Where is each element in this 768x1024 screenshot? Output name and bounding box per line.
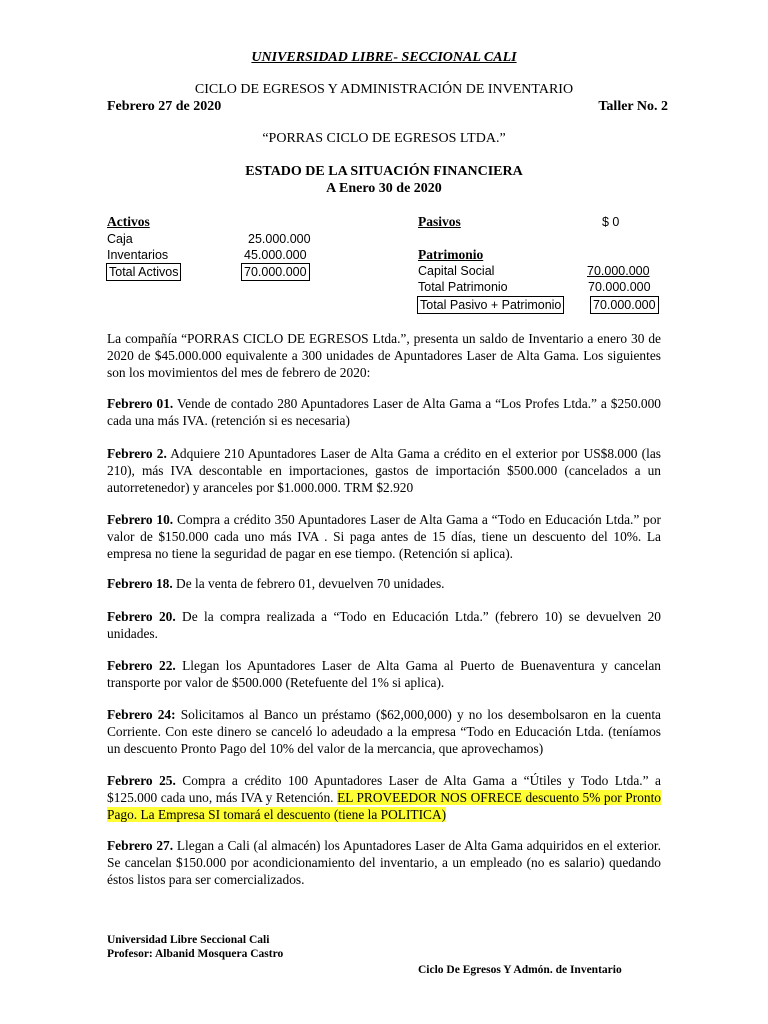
entry-text: Adquiere 210 Apuntadores Laser de Alta Gama a crédito en el exterior por US$8.000 (las 210), más IVA descontable en importaciones, gastos de importación $500.000 (cancelados a un autorretenedor) y aranceles por $1.000.000. TRM $2.920: [107, 446, 661, 495]
equity-value: 70.000.000: [588, 280, 651, 294]
entry-label: Febrero 25.: [107, 773, 176, 788]
asset-label: Inventarios: [107, 248, 169, 262]
entry-label: Febrero 01.: [107, 396, 174, 411]
equity-label: Total Patrimonio: [418, 280, 508, 294]
entry-paragraph: [107, 706, 661, 757]
entry-text: De la venta de febrero 01, devuelven 70 unidades.: [172, 576, 445, 591]
entry-text: Llegan a Cali (al almacén) los Apuntadores Laser de Alta Gama adquiridos en el exterior. Se cancelan $150.000 por acondicionamiento del inventario, a un empleado (no es salario) quedando éstos listos para ser comercializados.: [107, 838, 661, 887]
asset-value: 45.000.000: [244, 248, 307, 262]
statement-date: A Enero 30 de 2020: [326, 181, 442, 196]
entry-text: Solicitamos al Banco un préstamo ($62,000,000) y no los desembolsaron en la cuenta Corriente. Con este dinero se canceló lo adeudado a la empresa “Todo en Educación Ltda. (teníamos un descuento Pronto Pago del 10% del valor de la mercancia, que aprovechamos): [107, 707, 661, 756]
company-name: “PORRAS CICLO DE EGRESOS LTDA.”: [262, 131, 506, 146]
liabilities-heading: Pasivos: [418, 214, 461, 229]
equity-heading: Patrimonio: [418, 247, 484, 262]
total-liab-equity-value: 70.000.000: [590, 296, 659, 314]
workshop-number: Taller No. 2: [598, 99, 668, 114]
entry-paragraph: [107, 837, 661, 888]
entry-paragraph: [107, 445, 661, 496]
total-assets-label: Total Activos: [106, 263, 181, 281]
liabilities-value: $ 0: [602, 215, 620, 229]
entry-label: Febrero 27.: [107, 838, 174, 853]
asset-label: Caja: [107, 232, 133, 246]
total-liab-equity-label: Total Pasivo + Patrimonio: [417, 296, 564, 314]
entry-text: Compra a crédito 350 Apuntadores Laser de Alta Gama a “Todo en Educación Ltda.” por valor de $150.000 cada uno más IVA . Si paga antes de 15 días, tiene un descuento del 10%. La empresa no tiene la seguridad de pagar en ese tiempo. (Retención si aplica).: [107, 512, 661, 561]
course-title: CICLO DE EGRESOS Y ADMINISTRACIÓN DE INVENTARIO: [194, 82, 574, 97]
university-title: UNIVERSIDAD LIBRE- SECCIONAL CALI: [251, 50, 517, 65]
document-date: Febrero 27 de 2020: [107, 99, 222, 114]
footer-university: Universidad Libre Seccional Cali: [107, 934, 270, 946]
equity-label: Capital Social: [418, 264, 495, 278]
entry-paragraph: [107, 395, 661, 429]
entry-label: Febrero 10.: [107, 512, 174, 527]
asset-value: 25.000.000: [248, 232, 311, 246]
entry-label: Febrero 18.: [107, 576, 173, 591]
entry-label: Febrero 2.: [107, 446, 167, 461]
entry-label: Febrero 24:: [107, 707, 176, 722]
entry-text: Vende de contado 280 Apuntadores Laser de Alta Gama a “Los Profes Ltda.” a $250.000 cada una más IVA. (retención si es necesaria): [107, 396, 661, 428]
assets-heading: Activos: [107, 214, 150, 229]
equity-value: 70.000.000: [587, 264, 650, 278]
entry-paragraph: [107, 657, 661, 691]
entry-text: Compra a crédito 100 Apuntadores Laser de Alta Gama a “Útiles y Todo Ltda.” a $125.000 cada uno, más IVA y Retención.: [107, 773, 661, 805]
footer-professor: Profesor: Albanid Mosquera Castro: [107, 948, 284, 960]
intro-paragraph: La compañía “PORRAS CICLO DE EGRESOS Ltda.”, presenta un saldo de Inventario a enero 30 de 2020 de $45.000.000 equivalente a 300 unidades de Apuntadores Laser de Alta Gama. Los siguientes son los movimientos del mes de febrero de 2020:: [107, 331, 661, 380]
entry-label: Febrero 20.: [107, 609, 176, 624]
entry-paragraph: [107, 608, 661, 642]
entry-text: Llegan los Apuntadores Laser de Alta Gama al Puerto de Buenaventura y cancelan transporte por valor de $500.000 (Retefuente del 1% si aplica).: [107, 658, 661, 690]
entry-paragraph: [107, 772, 661, 823]
entry-label: Febrero 22.: [107, 658, 176, 673]
statement-title: ESTADO DE LA SITUACIÓN FINANCIERA: [245, 164, 523, 179]
entry-paragraph: [107, 575, 661, 592]
footer-course: Ciclo De Egresos Y Admón. de Inventario: [418, 964, 622, 976]
highlighted-text: EL PROVEEDOR NOS OFRECE descuento 5% por Pronto Pago. La Empresa SI tomará el descuento (tiene la POLITICA): [107, 790, 662, 822]
total-assets-value: 70.000.000: [241, 263, 310, 281]
entry-paragraph: [107, 511, 661, 562]
entry-text: De la compra realizada a “Todo en Educación Ltda.” (febrero 10) se devuelven 20 unidades.: [107, 609, 662, 641]
